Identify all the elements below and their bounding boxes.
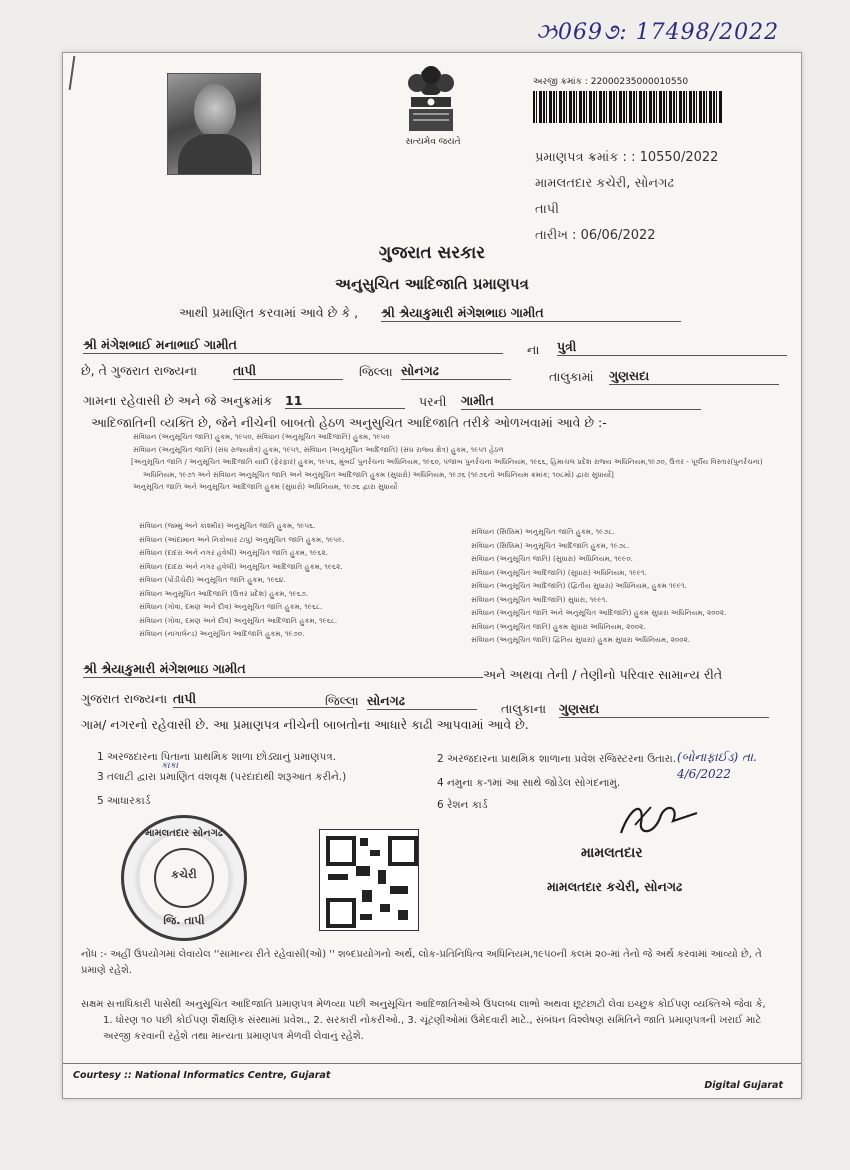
signatory-office: મામલતદાર કચેરી, સોનગઢ [547, 879, 683, 894]
application-number: અરજી ક્રમાંક : 22000235000010550 [533, 77, 689, 87]
footer-brand: Digital Gujarat [704, 1080, 783, 1091]
handwritten-mark: કાકા [161, 761, 179, 771]
certificate-sheet [62, 52, 802, 1099]
district-label: જિલ્લા [359, 364, 393, 379]
village-value-2: ગુણસદા [559, 701, 769, 718]
state-prefix-2: ગુજરાત રાજ્યના [81, 691, 168, 706]
village-text: ગામના રહેવાસી છે અને જે અનુક્રમાંક [83, 393, 273, 408]
district-value: તાપી [233, 363, 343, 380]
taluka-value: સોનગઢ [401, 363, 511, 380]
government-title: ગુજરાત સરકાર [378, 243, 486, 263]
family-text: અને અથવા તેની / તેણીનો પરિવાર સામાન્ય રીતે [483, 667, 723, 682]
tribe-value: ગામીત [461, 393, 701, 410]
issue-date: તારીખ : 06/06/2022 [535, 228, 656, 243]
issuing-district: તાપી [535, 202, 559, 217]
handwritten-reference: ઝ069૭: 17498/2022 [536, 20, 780, 45]
note-eligibility: સક્ષમ સત્તાધિકારી પાસેથી અનુસૂચિત આદિજાતિ પ્રમાણપત્ર મેળવ્યા પછી અનુસૂચિત આદિજાતિઓએ ઉપલબ્ધ લાભો અથવા છૂટછાટો લેવા ઇચ્છુક કોઈપણ વ્યક્તિએ જેવા કે, [81, 999, 766, 1010]
document-2: 2 અરજદારના પ્રાથમિક શાળાના પ્રવેશ રજિસ્ટરના ઉતારા. [437, 753, 677, 765]
relation-label: ના [527, 342, 540, 357]
father-name: શ્રી મંગેશભાઈ મનાભાઈ ગામીત [83, 337, 503, 354]
issuing-office: મામલતદાર કચેરી, સોનગઢ [535, 176, 674, 191]
state-prefix: છે, તે ગુજરાત રાજ્યના [81, 363, 198, 378]
certificate-title: અનુસુચિત આદિજાતિ પ્રમાણપત્ર [335, 275, 529, 293]
family-name: શ્રી શ્રેયાકુમારી મંગેશભાઇ ગામીત [83, 661, 483, 678]
district-label-2: જિલ્લા [325, 693, 359, 708]
acts-list-right: સંવિધાન (સિક્કિમ) અનુસૂચિત જાતિ હુકમ, ૧૯૭૮. સંવિધાન (સિક્કિમ) અનુસૂચિત આદિજાતિ હુકમ, ૧૯૭૮. સંવિધાન (અનુસૂચિત જાતિ) (સુધારા) અધિનિયમ, ૧૯૯૦. સંવિધાન (અનુસૂચિત આદિજાતિ) (સુધારા) અધિનિયમ, ૧૯૯૧. સંવિધાન (અનુસૂચિત આદિજાતિ) (દ્વિતીય સુધારા) અધિનિયમ, હુકમ ૧૯૯૧. સંવિધાન (અનુસૂચિત આદિજાતિ) સુધારા, ૧૯૯૧. સંવિધાન (અનુસૂચિત જાતિ અને અનુસૂચિત આદિજાતિ) હુકમ સુધારા અધિનિયમ, ૨૦૦૨. સંવિધાન (અનુસૂચિત જાતિ) હુકમ સુધારા અધિનિયમ, ૨૦૦૨. સંવિધાન (અનુસૂચિત જાતિ) દ્વિતિય સુધારા) હુકમ સુધારા અધિનિયમ, ૨૦૦૨. [471, 527, 727, 644]
signatory-title: મામલતદાર [581, 845, 643, 861]
official-stamp: મામલતદાર સોનગઢ કચેરી જિ. તાપી [121, 815, 247, 941]
document-4: 4 નમુના ક-૧માં આ સાથે જોડેલ સોગંદનામું. [437, 777, 621, 789]
footer [63, 1063, 801, 1098]
applicant-name: શ્રી શ્રેયાકુમારી મંગેશભાઇ ગામીત [381, 305, 681, 322]
signature-mark [611, 795, 701, 845]
recognition-text: આદિજાતિની વ્યક્તિ છે, જેને નીચેની બાબતો હેઠળ અનુસુચિત આદિજાતિ તરીકે ઓળખવામાં આવે છે :- [91, 415, 607, 430]
document-1: 1 અરજદારના પિતાના પ્રાથમિક શાળા છોડ્યાનું પ્રમાણપત્ર. [97, 751, 337, 763]
applicant-photo [167, 73, 261, 175]
barcode [533, 91, 723, 123]
note-verification: 1. ધોરણ ૧૦ પછી કોઈપણ શૈક્ષણિક સંસ્થામાં પ્રવેશ., 2. સરકારી નોકરીઓ., 3. ચૂંટણીઓમાં ઉમેદવારી માટે., સંબંધન વિશ્લેષણ સમિતિને જાતિ પ્રમાણપત્રની ખરાઈ માટે અરજી કરવાની રહેશે તથા માન્યતા પ્રમાણપત્ર મેળવી લેવાનું રહેશે. [103, 1015, 762, 1042]
document-3: 3 તલાટી દ્વારા પ્રમાણિત વંશવૃક્ષ (પરદાદાથી શરૂઆત કરીને.) [97, 771, 347, 783]
note-usage: નોંધ :- અહીં ઉપયોગમાં લેવાયેલ ''સામાન્ય રીતે રહેવાસી(ઓ) '' શબ્દપ્રયોગનો અર્થ, લોક-પ્રતિનિધિત્વ અધિનિયમ,૧૯૫૦ની કલમ ૨૦-માં તેનો જે અર્થ કરવામાં આવ્યો છે, તે પ્રમાણે રહેશે. [81, 949, 762, 976]
certify-text: આથી પ્રમાણિત કરવામાં આવે છે કે , [179, 305, 359, 320]
relation-value: પુત્રી [557, 339, 787, 356]
acts-paragraph: સંવિધાન (અનુસૂચિત જાતિ) હુકમ, ૧૯૫૦, સંવિધાન (અનુસૂચિત આદિજાતિ) હુકમ, ૧૯૫૦ સંવિધાન (અનુસૂચિત જાતિ) (સંઘ રાજ્યક્ષેત્ર) હુકમ, ૧૯૫૧, સંવિધાન (અનુસૂચિત આદિજાતિ) (સંઘ રાજ્ય ક્ષેત્ર) હુકમ, ૧૯૫૧ હેઠળ [અનુસૂચિત જાતિ / અનુસૂચિત આદિજાતિ યાદી (ફેરફાર) હુકમ, ૧૯૫૬, મુંબઈ પુનર્રચના અધિનિયમ, ૧૯૬૦, પંજાબ પુનર્રચના અધિનિયમ, ૧૯૬૬, હિમાચલ પ્રદેશ રાજ્ય અધિનિયમ,૧૯૭૦, ઉત્તર - પૂર્વીય વિસ્તાર(પુનર્રચના) અધિનિયમ, ૧૯૭૧ અને સંવિધાન અનુસૂચિત જાતિ અને અનુસૂચિત આદિજાતિ હુકમ (સુધારો) અધિનિયમ, ૧૯૭૬ (૧૯૭૬નો અધિનિયમ ક્રમાંક; ૧૦૮મો) દ્વારા સુધાર્યો] અનુસૂચિત જાતિ અને અનુસૂચિત આદિજાતિ હુકમ (સુધારો) અધિનિયમ, ૧૯૭૬ દ્વારા સુધાર્યો [131, 432, 763, 491]
document-5: 5 આધારકાર્ડ [97, 795, 151, 807]
certificate-info [535, 145, 718, 249]
acts-list-left: સંવિધાન (જમ્મુ અને કાશ્મીર) અનુસૂચિત જાતિ હુકમ, ૧૯૫૬. સંવિધાન (આંદામાન અને નિકોબાર ટાપુ) અનુસૂચિત જાતિ હુકમ, ૧૯૫૯. સંવિધાન (દાદરા અને નગર હવેલી) અનુસૂચિત જાતિ હુકમ, ૧૯૬૨. સંવિધાન (દાદરા અને નગર હવેલી) અનુસૂચિત આદિજાતિ હુકમ, ૧૯૬૨. સંવિધાન (પોંડીચેરી) અનુસૂચિત જાતિ હુકમ, ૧૯૬૪. સંવિધાન અનુસૂચિત આદિજાતિ (ઉત્તર પ્રદેશ) હુકમ, ૧૯૬૭. સંવિધાન (ગોવા, દમણ અને દીવ) અનુસૂચિત જાતિ હુકમ, ૧૯૬૮. સંવિધાન (ગોવા, દમણ અને દીવ) અનુસૂચિત આદિજાતિ હુકમ, ૧૯૬૮. સંવિધાન (નાગાલેન્ડ) અનુસૂચિત આદિજાતિ હુકમ, ૧૯૭૦. [139, 521, 345, 638]
document-6: 6 રેશન કાર્ડ [437, 799, 488, 811]
tribe-label: પરની [419, 394, 447, 409]
village-value: ગુણસદા [609, 368, 779, 385]
qr-code [319, 829, 419, 931]
national-emblem-icon [401, 61, 461, 143]
serial-number: 11 [285, 393, 405, 409]
emblem-motto: સત્યમેવ જયતે [405, 137, 461, 147]
district-value-2: તાપી [173, 691, 353, 708]
taluka-label-2: તાલુકાના [501, 701, 547, 716]
footer-courtesy: Courtesy :: National Informatics Centre, Gujarat [73, 1070, 331, 1081]
certificate-number: પ્રમાણપત્ર ક્રમાંક : : 10550/2022 [535, 150, 719, 165]
taluka-value-2: સોનગઢ [367, 693, 477, 710]
issue-basis: ગામ/ નગરનો રહેવાસી છે. આ પ્રમાણપત્ર નીચેની બાબતોના આધારે કાઢી આપવામાં આવે છે. [81, 717, 529, 732]
taluka-label: તાલુકામાં [549, 369, 594, 384]
handwritten-annotation: (બોનાફાઈડ) તા. 4/6/2022 [677, 750, 757, 781]
